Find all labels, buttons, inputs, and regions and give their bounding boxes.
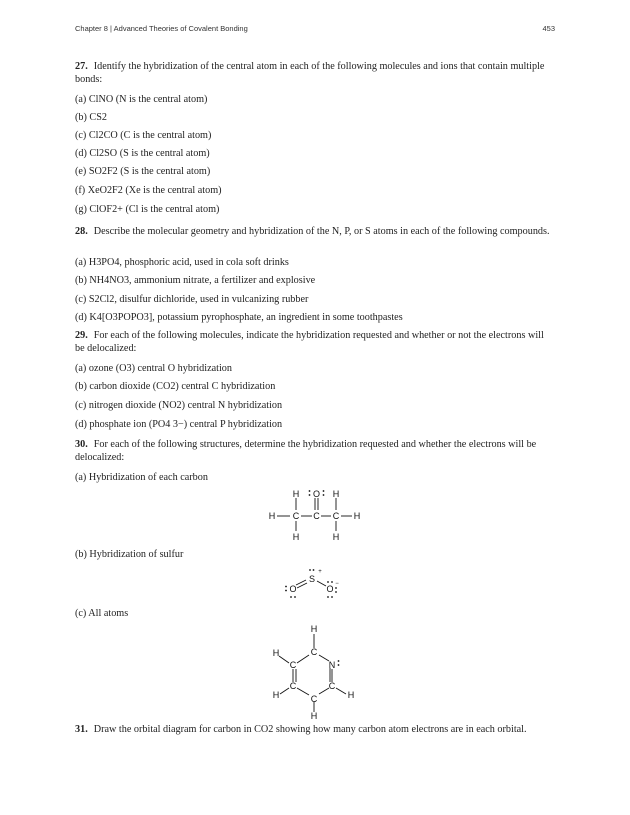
- question-29: [75, 329, 555, 355]
- question-text: Identify the hybridization of the central atom in each of the following molecules and ions that contain multiple bonds:: [75, 61, 545, 85]
- atom: H: [292, 532, 300, 542]
- q28-item-b: (b) NH4NO3, ammonium nitrate, a fertilizer and explosive: [75, 275, 316, 286]
- atom: H: [332, 489, 340, 499]
- atom: C: [313, 511, 320, 521]
- question-31: [75, 723, 555, 736]
- formal-charge: −: [335, 581, 339, 587]
- atom: C: [289, 660, 297, 670]
- atom: O: [312, 489, 321, 499]
- atom: S: [308, 574, 316, 584]
- question-30: [75, 438, 555, 464]
- q27-item-c: (c) Cl2CO (C is the central atom): [75, 130, 212, 141]
- so2-structure: [282, 565, 342, 603]
- question-number: 29.: [75, 330, 88, 341]
- atom: H: [332, 532, 340, 542]
- atom: C: [332, 511, 340, 521]
- q30-item-b: (b) Hybridization of sulfur: [75, 549, 184, 560]
- question-text: For each of the following molecules, indicate the hybridization requested and whether or not the electrons will be delocalized:: [75, 330, 544, 354]
- atom: H: [272, 690, 280, 700]
- q29-item-c: (c) nitrogen dioxide (NO2) central N hybridization: [75, 400, 283, 411]
- question-number: 27.: [75, 61, 88, 72]
- atom: O: [289, 584, 297, 594]
- acetone-structure: [262, 484, 372, 544]
- q27-item-d: (d) Cl2SO (S is the central atom): [75, 148, 210, 159]
- question-text: Draw the orbital diagram for carbon in CO2 showing how many carbon atom electrons are in each orbital.: [93, 724, 527, 735]
- q29-item-a: (a) ozone (O3) central O hybridization: [75, 363, 232, 374]
- atom: C: [310, 647, 318, 657]
- q28-item-d: (d) K4[O3POPO3], potassium pyrophosphate, an ingredient in some toothpastes: [75, 312, 403, 323]
- atom: H: [272, 648, 280, 658]
- page-number: 453: [542, 24, 555, 33]
- q29-item-b: (b) carbon dioxide (CO2) central C hybridization: [75, 381, 276, 392]
- atom: H: [310, 711, 318, 721]
- question-text: Describe the molecular geometry and hybridization of the N, P, or S atoms in each of the following compounds.: [93, 226, 550, 237]
- atom: C: [289, 681, 297, 691]
- question-number: 31.: [75, 724, 88, 735]
- q30-item-a: (a) Hybridization of each carbon: [75, 472, 208, 483]
- q30-item-c: (c) All atoms: [75, 608, 129, 619]
- atom: C: [328, 681, 336, 691]
- atom: H: [353, 511, 361, 521]
- q27-item-f: (f) XeO2F2 (Xe is the central atom): [75, 185, 222, 196]
- atom: O: [326, 584, 334, 594]
- question-27: [75, 60, 555, 86]
- question-text: For each of the following structures, determine the hybridization requested and whether the electrons will be delocalized:: [75, 439, 537, 463]
- question-number: 28.: [75, 226, 88, 237]
- q27-item-g: (g) ClOF2+ (Cl is the central atom): [75, 204, 220, 215]
- q27-item-a: (a) ClNO (N is the central atom): [75, 94, 208, 105]
- atom: H: [268, 511, 276, 521]
- atom: H: [310, 624, 318, 634]
- pyridine-structure: [268, 622, 360, 722]
- question-28: [75, 225, 555, 238]
- atom: N: [328, 660, 336, 670]
- q27-item-e: (e) SO2F2 (S is the central atom): [75, 166, 211, 177]
- q29-item-d: (d) phosphate ion (PO4 3−) central P hybridization: [75, 419, 283, 430]
- q28-item-a: (a) H3PO4, phosphoric acid, used in cola soft drinks: [75, 257, 289, 268]
- atom: C: [310, 694, 318, 704]
- question-number: 30.: [75, 439, 88, 450]
- formal-charge: +: [318, 569, 322, 575]
- atom: H: [347, 690, 355, 700]
- atom: H: [292, 489, 300, 499]
- q27-item-b: (b) CS2: [75, 112, 107, 123]
- atom: C: [292, 511, 300, 521]
- q28-item-c: (c) S2Cl2, disulfur dichloride, used in vulcanizing rubber: [75, 294, 309, 305]
- page-header-chapter: Chapter 8 | Advanced Theories of Covalent Bonding: [75, 24, 248, 33]
